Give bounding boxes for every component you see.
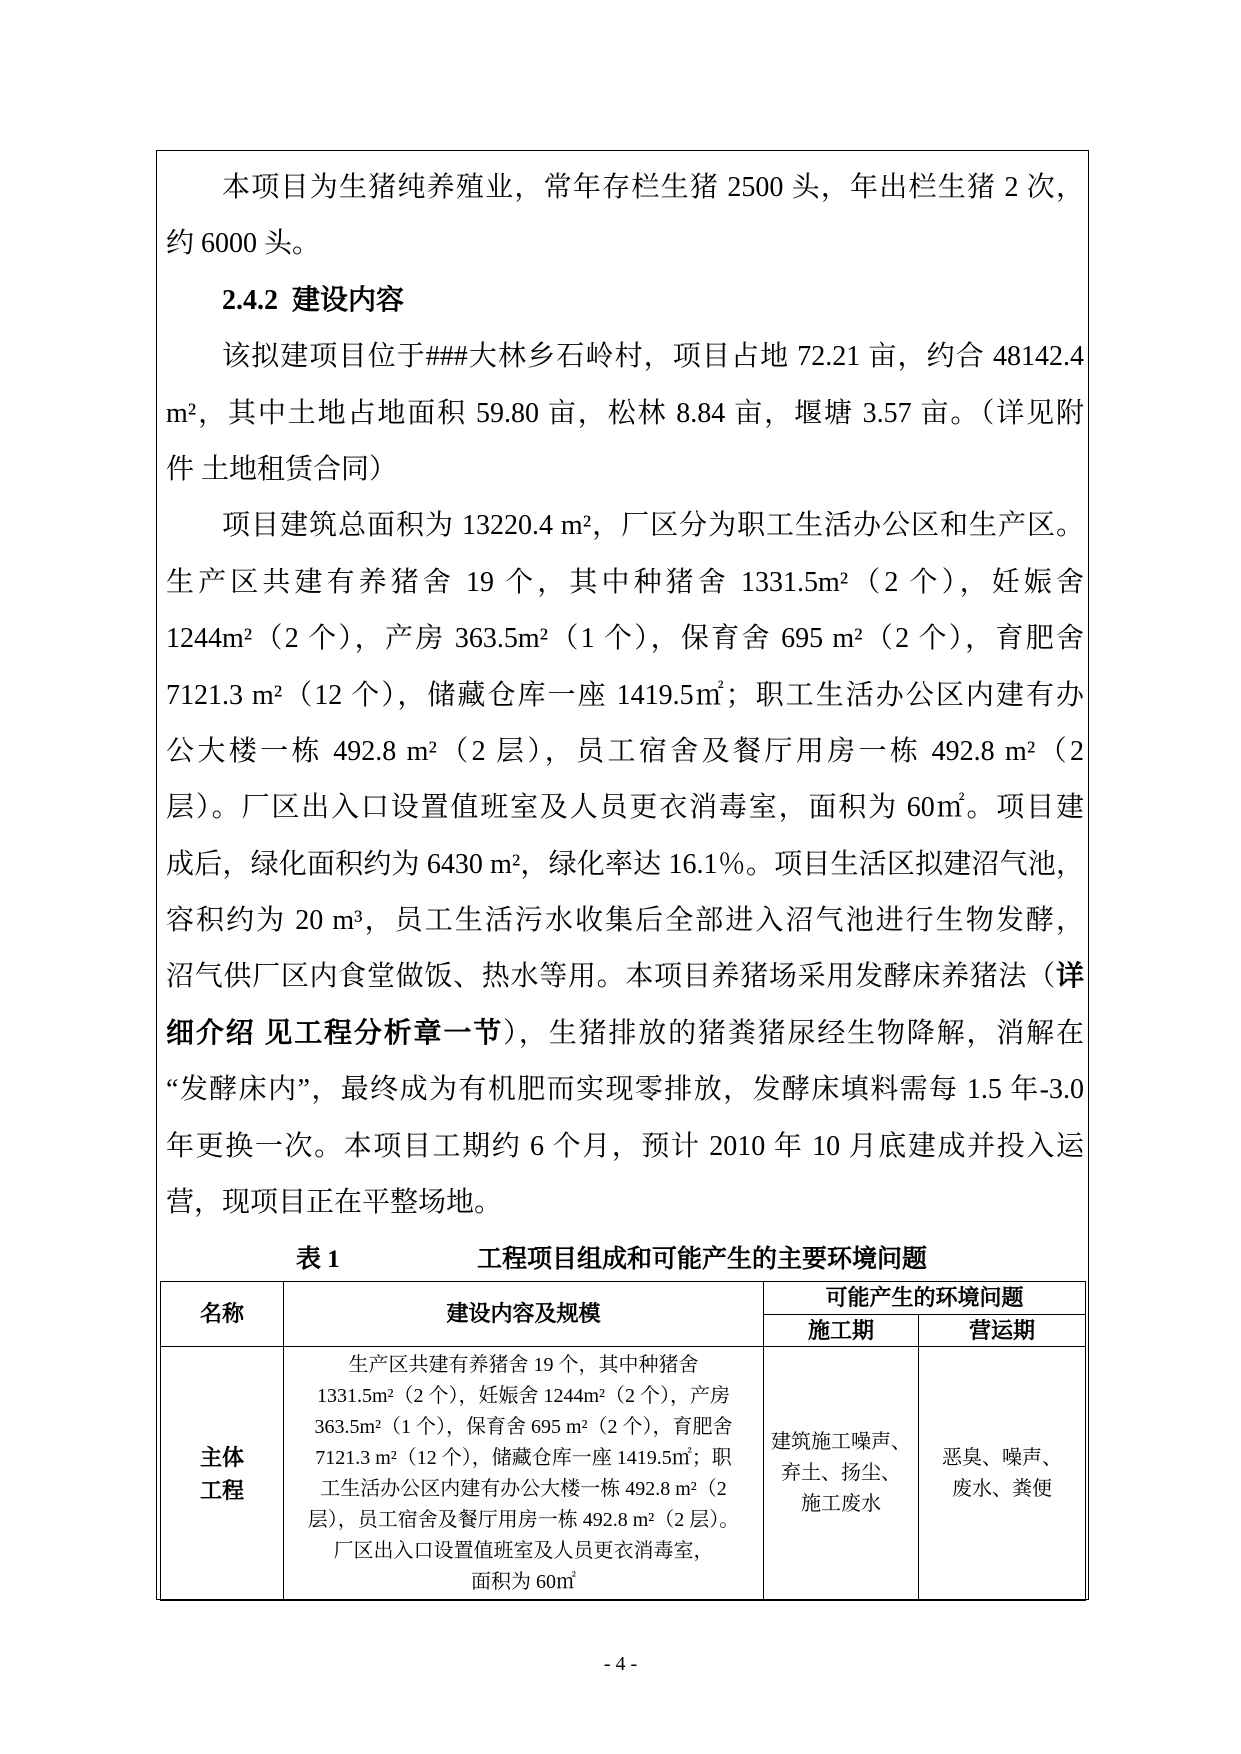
text-line: 本项目为生猪纯养殖业，常年存栏生猪 2500 头，年出栏生猪 2 次， <box>222 172 1084 203</box>
cell-name <box>161 1347 284 1601</box>
cell-line: 施工废水 <box>801 1493 881 1515</box>
cell-line: 工生活办公区内建有办公大楼一栋 492.8 m²（2 <box>320 1477 727 1500</box>
cell-line: 层），员工宿舍及餐厅用房一栋 492.8 m²（2 层）。 <box>307 1508 740 1531</box>
text-line <box>166 1006 1084 1062</box>
text-line: 项目建筑总面积为 13220.4 m²，厂区分为职工生活办公区和生产区。 <box>222 510 1084 542</box>
text-line: 年更换一次。本项目工期约 6 个月，预计 2010 年 10 月底建成并投入运 <box>166 1130 1084 1162</box>
text-line: m²，其中土地占地面积 59.80 亩，松林 8.84 亩，堰塘 3.57 亩。（详见附 <box>166 397 1084 429</box>
text-line: 公大楼一栋 492.8 m²（2 层），员工宿舍及餐厅用房一栋 492.8 m²（2 <box>166 735 1084 767</box>
table-number: 表 1 <box>296 1246 340 1273</box>
table-header-row <box>161 1282 1086 1315</box>
cell-line: 363.5m²（1 个），保育舍 695 m²（2 个），育肥舍 <box>314 1415 733 1438</box>
bold-text-segment: 细介绍 见工程分析章一节 <box>166 1017 504 1049</box>
environment-issues-table <box>160 1281 1086 1601</box>
cell-line: 主体 <box>199 1444 244 1470</box>
header-construction: 施工期 <box>764 1315 919 1347</box>
text-segment: ），生猪排放的猪粪猪尿经生物降解，消解在 <box>503 1017 1084 1049</box>
table-row <box>161 1347 1086 1601</box>
cell-line: 生产区共建有养猪舍 19 个，其中种猪舍 <box>348 1353 699 1376</box>
text-line: 层）。厂区出入口设置值班室及人员更衣消毒室，面积为 60㎡。项目建 <box>166 792 1084 824</box>
table-caption <box>0 1244 1241 1276</box>
text-line: 生产区共建有养猪舍 19 个，其中种猪舍 1331.5m²（2 个），妊娠舍 <box>166 566 1084 598</box>
header-name: 名称 <box>161 1282 284 1347</box>
paragraph-construction <box>166 498 1084 1231</box>
section-title: 建设内容 <box>292 284 405 316</box>
text-segment: 沼气供厂区内食堂做饭、热水等用。本项目养猪场采用发酵床养猪法（ <box>166 961 1056 993</box>
paragraph-production-scale <box>166 160 1084 273</box>
cell-line: 弃土、扬尘、 <box>781 1462 901 1484</box>
text-line: 7121.3 m²（12 个），储藏仓库一座 1419.5㎡；职工生活办公区内建有办 <box>166 679 1084 711</box>
text-line: “发酵床内”，最终成为有机肥而实现零排放，发酵床填料需每 1.5 年-3.0 <box>166 1074 1084 1106</box>
text-line: 件 土地租赁合同） <box>166 453 398 485</box>
text-line <box>166 949 1084 1005</box>
text-line: 容积约为 20 m³，员工生活污水收集后全部进入沼气池进行生物发酵， <box>166 905 1084 937</box>
section-number: 2.4.2 <box>222 284 278 316</box>
cell-line: 厂区出入口设置值班室及人员更衣消毒室， <box>333 1539 714 1562</box>
text-line: 成后，绿化面积约为 6430 m²，绿化率达 16.1％。项目生活区拟建沼气池， <box>166 848 1084 880</box>
paragraph-location <box>166 329 1084 498</box>
cell-operation-issues <box>919 1347 1086 1601</box>
header-operation: 营运期 <box>919 1315 1086 1347</box>
header-issues: 可能产生的环境问题 <box>764 1282 1086 1315</box>
section-heading <box>166 273 1084 329</box>
cell-line: 1331.5m²（2 个），妊娠舍 1244m²（2 个），产房 <box>316 1384 731 1407</box>
cell-line: 面积为 60㎡ <box>471 1570 576 1593</box>
cell-line: 恶臭、噪声、 <box>942 1446 1062 1469</box>
header-content: 建设内容及规模 <box>284 1282 764 1347</box>
cell-content <box>284 1347 764 1601</box>
cell-line: 建筑施工噪声、 <box>771 1431 911 1453</box>
page-number: - 4 - <box>603 1653 638 1675</box>
table-title: 工程项目组成和可能产生的主要环境问题 <box>477 1246 928 1273</box>
cell-line: 工程 <box>199 1477 244 1503</box>
bold-text-segment: 详 <box>1055 961 1084 993</box>
cell-line: 7121.3 m²（12 个），储藏仓库一座 1419.5㎡；职 <box>315 1446 732 1469</box>
text-line: 营，现项目正在平整场地。 <box>166 1187 503 1219</box>
cell-line: 废水、粪便 <box>952 1477 1052 1500</box>
body-text <box>166 160 1084 1231</box>
cell-construction-issues <box>764 1347 919 1601</box>
text-line: 1244m²（2 个），产房 363.5m²（1 个），保育舍 695 m²（2 个），育肥舍 <box>166 623 1084 655</box>
text-line: 约 6000 头。 <box>166 228 321 260</box>
text-line: 该拟建项目位于###大林乡石岭村，项目占地 72.21 亩，约合 48142.4 <box>222 341 1084 373</box>
